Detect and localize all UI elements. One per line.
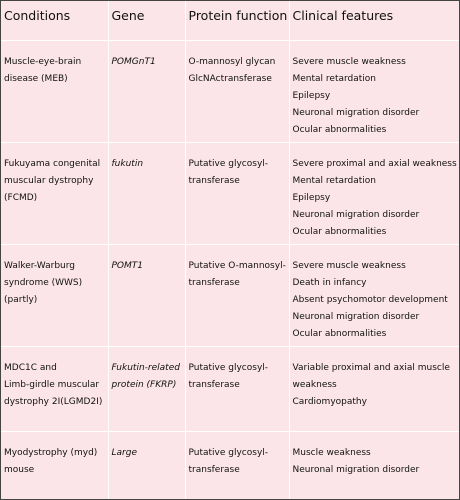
feature-line: Mental retardation <box>292 73 377 84</box>
condition-line: MDC1C and <box>4 362 57 373</box>
feature-line: Epilepsy <box>292 192 331 203</box>
condition-line: (partly) <box>4 294 38 305</box>
cell-condition <box>1 346 108 431</box>
protein-line: Putative glycosyl- <box>188 158 269 169</box>
cell-features <box>289 346 459 431</box>
cell-gene <box>108 244 185 346</box>
cell-features <box>289 244 459 346</box>
protein-line: Putative glycosyl- <box>188 447 269 458</box>
condition-line: disease (MEB) <box>4 73 68 84</box>
condition-line: (FCMD) <box>4 192 38 203</box>
header-gene: Gene <box>108 1 185 40</box>
gene-line: Fukutin-related <box>111 362 180 373</box>
feature-line: weakness <box>292 379 337 390</box>
table-row <box>1 244 459 346</box>
feature-line: Absent psychomotor development <box>292 294 448 305</box>
gene-line: POMT1 <box>111 260 143 271</box>
feature-line: Neuronal migration disorder <box>292 209 420 220</box>
table-row <box>1 142 459 244</box>
protein-line: Putative glycosyl- <box>188 362 269 373</box>
feature-line: Variable proximal and axial muscle <box>292 362 450 373</box>
protein-line: transferase <box>188 175 240 186</box>
cell-protein <box>185 431 289 499</box>
feature-line: Epilepsy <box>292 90 331 101</box>
feature-line: Ocular abnormalities <box>292 124 387 135</box>
feature-line: Muscle weakness <box>292 447 371 458</box>
condition-line: Muscle-eye-brain <box>4 56 82 67</box>
protein-line: GlcNActransferase <box>188 73 272 84</box>
header-conditions: Conditions <box>1 1 108 40</box>
gene-line: protein (FKRP) <box>111 379 177 390</box>
cell-protein <box>185 142 289 244</box>
protein-line: O-mannosyl glycan <box>188 56 276 67</box>
feature-line: Severe proximal and axial weakness <box>292 158 457 169</box>
feature-line: Death in infancy <box>292 277 367 288</box>
cell-protein <box>185 244 289 346</box>
cell-protein <box>185 346 289 431</box>
condition-line: mouse <box>4 464 35 475</box>
feature-line: Neuronal migration disorder <box>292 107 420 118</box>
condition-line: Fukuyama congenital <box>4 158 101 169</box>
gene-line: Large <box>111 447 137 458</box>
cell-features <box>289 40 459 142</box>
condition-line: muscular dystrophy <box>4 175 94 186</box>
protein-line: transferase <box>188 379 240 390</box>
condition-line: Myodystrophy (myd) <box>4 447 98 458</box>
cell-features <box>289 142 459 244</box>
protein-line: Putative O-mannosyl- <box>188 260 286 271</box>
gene-line: POMGnT1 <box>111 56 156 67</box>
cell-condition <box>1 142 108 244</box>
table-row <box>1 431 459 499</box>
feature-line: Neuronal migration disorder <box>292 311 420 322</box>
protein-line: transferase <box>188 277 240 288</box>
cell-gene <box>108 431 185 499</box>
table-row <box>1 346 459 431</box>
condition-line: dystrophy 2I(LGMD2I) <box>4 396 103 407</box>
feature-line: Neuronal migration disorder <box>292 464 420 475</box>
cell-gene <box>108 346 185 431</box>
feature-line: Cardiomyopathy <box>292 396 367 407</box>
condition-line: Walker-Warburg <box>4 260 75 271</box>
feature-line: Mental retardation <box>292 175 377 186</box>
genetics-table <box>1 1 459 499</box>
header-clinical-features: Clinical features <box>289 1 459 40</box>
feature-line: Ocular abnormalities <box>292 226 387 237</box>
cell-condition <box>1 40 108 142</box>
gene-line: fukutin <box>111 158 144 169</box>
table-row <box>1 40 459 142</box>
header-row <box>1 1 459 40</box>
condition-line: syndrome (WWS) <box>4 277 83 288</box>
header-protein-function: Protein function <box>185 1 289 40</box>
condition-line: Limb-girdle muscular <box>4 379 100 390</box>
cell-condition <box>1 431 108 499</box>
feature-line: Severe muscle weakness <box>292 56 406 67</box>
feature-line: Ocular abnormalities <box>292 328 387 339</box>
cell-protein <box>185 40 289 142</box>
feature-line: Severe muscle weakness <box>292 260 406 271</box>
cell-condition <box>1 244 108 346</box>
cell-gene <box>108 40 185 142</box>
protein-line: transferase <box>188 464 240 475</box>
cell-gene <box>108 142 185 244</box>
cell-features <box>289 431 459 499</box>
